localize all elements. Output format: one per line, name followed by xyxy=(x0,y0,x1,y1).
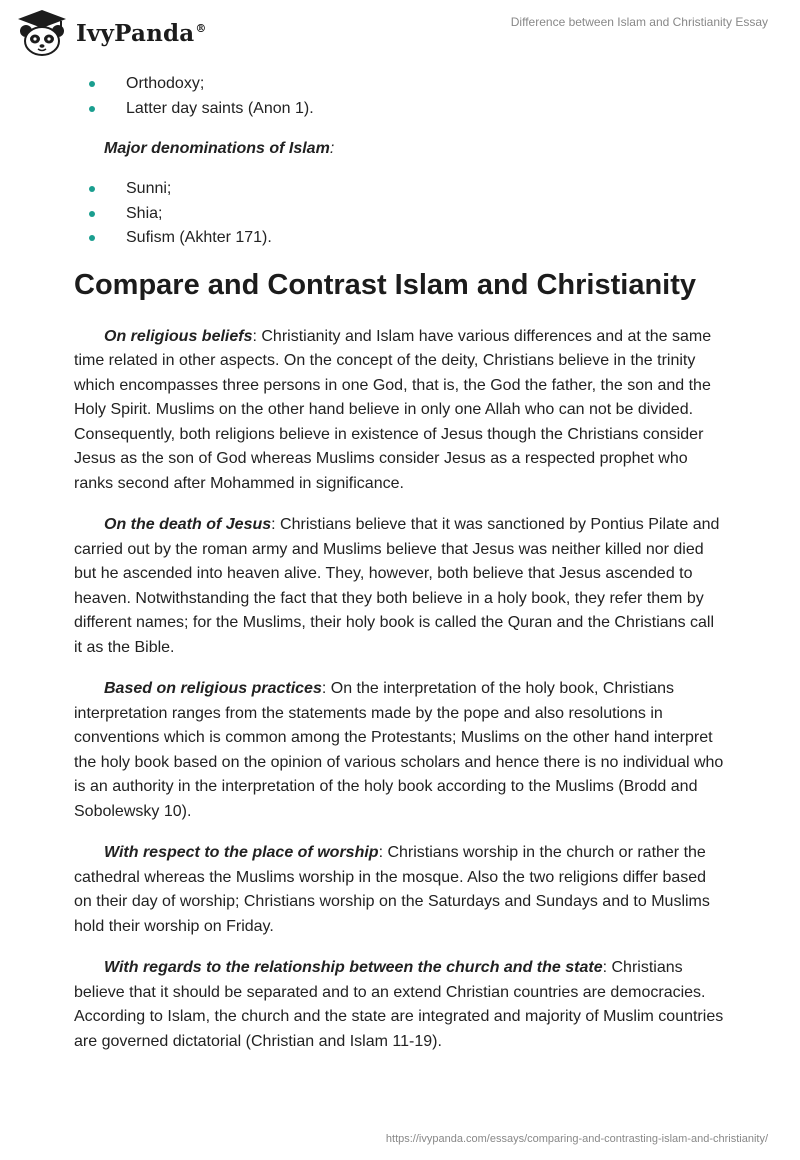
islam-denominations-list xyxy=(74,177,726,251)
paragraph-religious-beliefs: On religious beliefs: Christianity and Islam have various differences and at the same time related in other aspects. On the concept of the deity, Christians believe in the trinity which encompasses three persons in one God, that is, the God the father, the son and the Holy Spirit. Muslims on the other hand believe in only one Allah who can not be divided. Consequently, both religions believe in existence of Jesus though the Christians consider Jesus as the son of God whereas Muslims consider Jesus as a respected prophet who ranks second after Mohammed in significance. xyxy=(74,327,712,492)
bullet-icon xyxy=(89,235,95,241)
bullet-icon xyxy=(89,106,95,112)
paragraph-religious-practices: Based on religious practices: On the interpretation of the holy book, Christians interpretation ranges from the statements made by the pope and also resolutions in conventions which is common among the Protestants; Muslims on the other hand interpret the holy book based on the opinion of various scholars and hence there is no individual who is an authority in the interpretation of the holy book according to the Muslims (Brodd and Sobolewsky 10). xyxy=(74,680,724,820)
source-url[interactable]: https://ivypanda.com/essays/comparing-and-contrasting-islam-and-christianity/ xyxy=(385,1133,768,1145)
section-heading: Compare and Contrast Islam and Christianity xyxy=(74,268,697,301)
brand-name: IvyPanda® xyxy=(76,19,207,47)
article-body xyxy=(74,72,726,1071)
bullet-icon xyxy=(89,211,95,217)
list-item: Sufism (Akhter 171). xyxy=(74,226,726,251)
paragraph-place-of-worship: With respect to the place of worship: Christians worship in the church or rather the cathedral whereas the Muslims worship in the mosque. Also the two religions differ based on their day of worship; Christians worship on the Saturdays and Sundays and to Muslims hold their worship on Friday. xyxy=(74,844,710,935)
paragraph-death-of-jesus: On the death of Jesus: Christians believe that it was sanctioned by Pontius Pilate and carried out by the roman army and Muslims believe that Jesus was neither killed nor died but he ascended into heaven alive. They, however, both believe that Jesus ascended to heaven. Notwithstanding the fact that they both believe in a holy book, they refer them by different names; for the Muslims, their holy book is called the Quran and the Christians call it as the Bible. xyxy=(74,516,720,656)
list-item: Shia; xyxy=(74,202,726,227)
document-title: Difference between Islam and Christianity Essay xyxy=(510,15,768,29)
christian-denominations-list xyxy=(74,72,726,121)
paragraph-church-and-state: With regards to the relationship between the church and the state: Christians believe that it should be separated and to an extend Christian countries are democracies. According to Islam, the church and the state are integrated and majority of Muslim countries are governed dictatorial (Christian and Islam 11-19). xyxy=(74,959,724,1050)
list-item: Orthodoxy; xyxy=(74,72,726,97)
bullet-icon xyxy=(89,186,95,192)
bullet-icon xyxy=(89,81,95,87)
page-header xyxy=(0,0,800,66)
list-item: Sunni; xyxy=(74,177,726,202)
panda-graduate-icon xyxy=(14,8,70,58)
list-item: Latter day saints (Anon 1). xyxy=(74,97,726,122)
islam-denominations-heading: Major denominations of Islam: xyxy=(104,140,335,157)
ivypanda-logo[interactable] xyxy=(14,8,207,58)
